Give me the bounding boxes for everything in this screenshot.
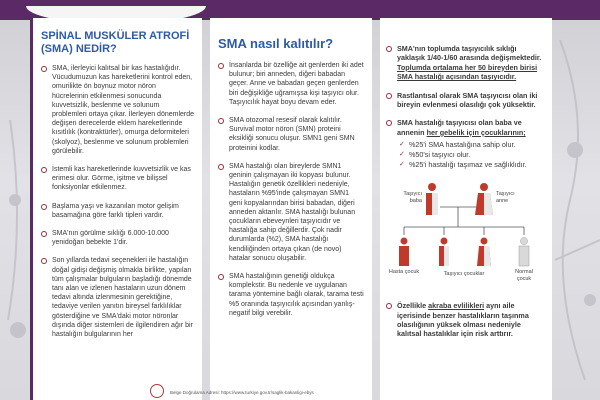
document-verification-footer: Belge Doğrulama Adresi: https://www.turkiye.gov.tr/saglik-bakanligi-ebys (170, 390, 314, 395)
carrier-children-label: Taşıyıcı çocuklar (443, 271, 485, 278)
pregnancy-risk-underlined: her gebelik için çocuklarının; (426, 127, 526, 137)
father-figure-icon (426, 183, 438, 215)
inheritance-column (210, 18, 372, 400)
normal-child-label: Normal çocuk (515, 269, 533, 282)
sick-child-figure-icon (399, 238, 409, 267)
pregnancy-risk-sublist (397, 140, 546, 170)
inheritance-heading: SMA nasıl kalıtılır? (218, 36, 334, 51)
carrier-info-list (386, 44, 546, 170)
list-item: Başlama yaşı ve kazanılan motor gelişim basamağına göre farklı tipleri vardır. (41, 202, 194, 220)
list-item: SMA otozomal resesif olarak kalıtılır. Survival motor nöron (SMN) proteini eksikliği sonucu oluşur. SMN1 geni SMN proteinini kodlar. (218, 116, 364, 153)
what-is-sma-heading: SPİNAL MUSKÜLER ATROFİ (SMA) NEDİR? (41, 30, 190, 55)
what-is-sma-column (30, 18, 202, 400)
list-item: SMA'nın görülme sıklığı 6.000-10.000 yenidoğan bebekte 1'dir. (41, 229, 194, 247)
consanguinity-underlined: akraba evlilikleri (428, 301, 485, 311)
list-item: SMA hastalığının genetiği oldukça komplekstir. Bu nedenle ve uygulanan tarama yöntemine bağlı olarak, tarama testi %5 oranında taşıyıcılık açısından yanlış-negatif bilgi verebilir. (218, 272, 364, 318)
pregnancy-risk-text: SMA hastalığı taşıyıcısı olan baba ve annenin (397, 118, 522, 137)
normal-child-figure-icon (519, 238, 529, 267)
carrier-frequency-text: SMA'nın toplumda taşıyıcılık sıklığı yaklaşık 1/40-1/60 arasında değişmektedir. (397, 44, 542, 63)
consanguinity-text-end: aynı aile içerisinde benzer hastalıkların taşınma olasılığının yüksek olması nedeniyle kalıtsal hastalıklar için risk arttırır. (397, 301, 529, 339)
list-item: Son yıllarda tedavi seçenekleri ile hastalığın doğal gidişi değişmiş olmakla birlikte, yapılan tüm çalışmalar bulguların başladığı dönemde tanı alan ve izlenen hastaların uzun dönem tedavi altında izlenmesinin gerektiğine, tedaviye verilen yanıtın bireysel farklılıklar gösterdiğine ve SMA'daki motor nöronlar dışında diğer sistemleri de ilgilendiren ağır bir hastalığın bulgularının her (41, 256, 194, 339)
carrier-info-column (380, 18, 552, 400)
father-label: Taşıyıcı baba (403, 191, 422, 204)
sublist-item: ✓ %25'i hastalığı taşımaz ve sağlıklıdır. (397, 160, 546, 170)
sublist-item: ✓ %50'si taşıyıcı olur. (397, 150, 546, 160)
list-item: İnsanlarda bir özelliğe ait genlerden iki adet bulunur; biri anneden, diğeri babadan geçer. Anne ve babadan geçen genlerden biri değişikliğe uğramışsa kişi taşıyıcı olur. Taşıyıcılık hayat boyu devam eder. (218, 61, 364, 107)
list-item: SMA hastalığı olan bireylerde SMN1 geninin çalışmayan iki kopyası bulunur. Hastalığın genetik özellikleri nedeniyle, hastaların %95'inde çalışmayan SMN1 geni kopyalarından birisi babadan, diğeri anneden aktarılır. SMA hastalığı bulunan çocukların ebeveynleri taşıyıcıdır ve hastalığa sahip değillerdir. Çok nadir durumlarda (%2), SMA hastalığı kendiliğinden ortaya çıkan (de novo) hatalar sonucu oluşabilir. (218, 162, 364, 263)
carrier-frequency-underlined: Toplumda ortalama her 50 bireyden birisi SMA hastalığı açısından taşıyıcıdır. (397, 62, 538, 82)
pregnancy-risk-item (386, 118, 546, 170)
ministry-seal-icon (150, 384, 164, 398)
sublist-item: ✓ %25'i SMA hastalığına sahip olur. (397, 140, 546, 150)
list-item: SMA, ilerleyici kalıtsal bir kas hastalığıdır. Vücudumuzun kas hareketlerini kontrol eden, omurilikte ön boynuz motor nöron hücrelerinin etkilenmesi sonucunda kuvvetsizlik, beslenme ve solunum problemleri ortaya çıkar. İlerleyen dönemlerde değişen derecelerde eklem hareketlerinde kısıtlılık (kontraktürler), omurga deformiteleri (skolyoz), beslenme ve solunum problemleri görülebilir. (41, 64, 194, 156)
pedigree-lines (404, 207, 524, 235)
consanguinity-text: Özellikle (397, 301, 429, 311)
sick-child-label: Hasta çocuk (388, 269, 420, 276)
consanguinity-item (386, 301, 546, 339)
what-is-sma-list (41, 64, 194, 339)
list-item: İstemli kas hareketlerinde kuvvetsizlik ve kas erimesi olur. Görme, işitme ve bilişsel fonksiyonlar etkilenmez. (41, 165, 194, 193)
mother-figure-icon (475, 183, 493, 215)
carrier-child-figure-icon (439, 238, 449, 267)
inheritance-pedigree-diagram (388, 179, 548, 291)
carrier-frequency-item (386, 44, 546, 82)
marriage-probability-item: Rastlantısal olarak SMA taşıyıcısı olan iki bireyin evlenmesi olasılığı çok yüksektir. (386, 91, 546, 110)
mother-label: Taşıyıcı anne (496, 191, 515, 204)
carrier-child-figure-icon (477, 238, 491, 267)
inheritance-list (218, 61, 364, 318)
consanguinity-list (386, 301, 546, 339)
